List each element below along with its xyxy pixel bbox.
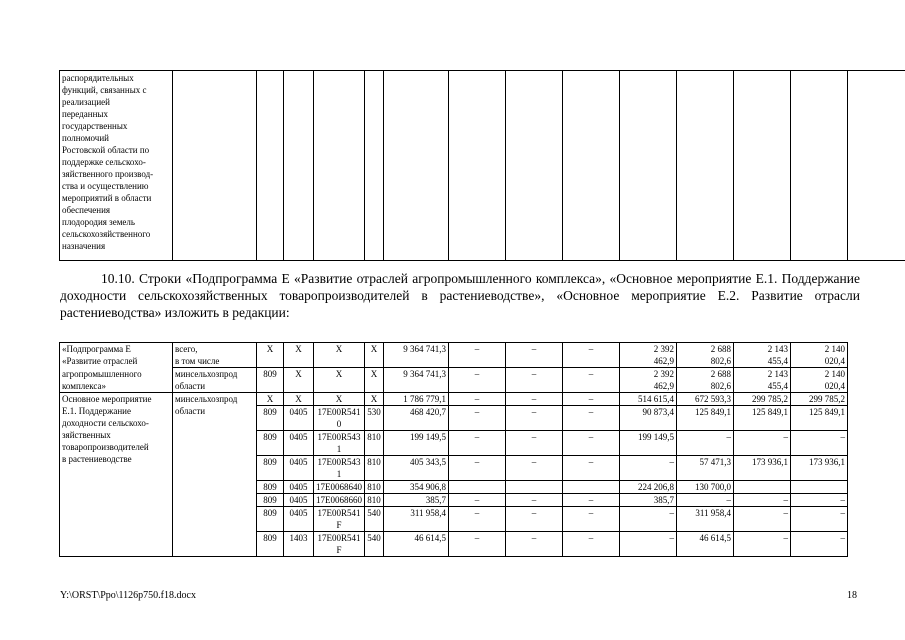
text-line: государственных [62, 121, 128, 131]
cell-line: 455,4 [767, 381, 788, 391]
table-cell [506, 481, 563, 494]
text-line: сельскохозяйственного [62, 229, 151, 239]
text-line: мероприятий в области [62, 193, 152, 203]
empty-cell [284, 71, 314, 261]
cell-line: 17Е00R541 [317, 508, 361, 518]
table-cell [620, 343, 677, 368]
table-cell: – [563, 343, 620, 368]
table-cell: Х [257, 343, 284, 368]
table-cell: 125 849,1 [734, 406, 791, 431]
cell-line: 2 143 [767, 369, 788, 379]
table-cell: 810 [365, 456, 384, 481]
table-cell: 810 [365, 481, 384, 494]
table-cell: – [449, 456, 506, 481]
table-cell: – [677, 431, 734, 456]
table-cell: Х [284, 368, 314, 393]
table-cell: 540 [365, 507, 384, 532]
table-cell: 1403 [284, 532, 314, 557]
table-cell: 0405 [284, 481, 314, 494]
table-cell: 809 [257, 431, 284, 456]
table-cell [449, 481, 506, 494]
table-cell: 0405 [284, 431, 314, 456]
table-cell: 224 206,8 [620, 481, 677, 494]
empty-cell [563, 71, 620, 261]
table-cell: 809 [257, 494, 284, 507]
text-line: полномочий [62, 133, 109, 143]
cell-line: 2 140 [824, 369, 845, 379]
cell-line: F [336, 545, 342, 555]
empty-cell [677, 71, 734, 261]
table-cell: 354 906,8 [384, 481, 449, 494]
table-cell: – [449, 393, 506, 406]
cell-line: 802,6 [710, 381, 731, 391]
text-line: Основное мероприятие [62, 394, 152, 404]
text-line: переданных [62, 109, 108, 119]
table-cell [734, 343, 791, 368]
table-cell: 173 936,1 [734, 456, 791, 481]
table-cell [314, 406, 365, 431]
empty-cell [365, 71, 384, 261]
table-cell: 810 [365, 494, 384, 507]
table-cell: – [563, 431, 620, 456]
table-cell: – [563, 406, 620, 431]
table-cell: 1 786 779,1 [384, 393, 449, 406]
table-cell: 0405 [284, 456, 314, 481]
continuation-row [60, 71, 905, 261]
cell-line: 17Е00R541 [317, 407, 361, 417]
text-line: зяйственных [62, 430, 111, 440]
table-cell: Х [314, 393, 365, 406]
subprogram-name-cell [60, 343, 173, 368]
table-cell: 514 615,4 [620, 393, 677, 406]
subprogram-name-cell-cont [60, 368, 173, 393]
text-line: всего, [175, 344, 198, 354]
empty-cell [314, 71, 365, 261]
table-cell [620, 368, 677, 393]
table-cell [791, 368, 848, 393]
table-row [60, 343, 905, 368]
table-cell: Х [365, 393, 384, 406]
table-cell: 130 700,0 [677, 481, 734, 494]
table-cell: – [791, 532, 848, 557]
cell-line: 2 140 [824, 344, 845, 354]
text-line: доходности сельскохо- [62, 418, 149, 428]
empty-cell [506, 71, 563, 261]
empty-cell [384, 71, 449, 261]
table-cell: 809 [257, 456, 284, 481]
executor-cell [173, 368, 257, 393]
table-cell: – [506, 431, 563, 456]
table-cell: Х [257, 393, 284, 406]
table-cell: – [620, 532, 677, 557]
table-cell: 672 593,3 [677, 393, 734, 406]
text-line: реализацией [62, 97, 110, 107]
text-line: «Развитие отраслей [62, 356, 138, 366]
table-cell: – [563, 507, 620, 532]
table-cell: 199 149,5 [620, 431, 677, 456]
text-line: зяйственного производ- [62, 169, 154, 179]
table-cell [314, 532, 365, 557]
program-table [59, 342, 905, 557]
table-cell: 809 [257, 406, 284, 431]
text-line: Е.1. Поддержание [62, 406, 131, 416]
table-cell [563, 481, 620, 494]
table-cell [677, 343, 734, 368]
table-cell: 385,7 [620, 494, 677, 507]
cell-line: 17Е00R543 [317, 432, 361, 442]
text-line: ства и осуществлению [62, 181, 149, 191]
table-cell: 810 [365, 431, 384, 456]
empty-cell [848, 71, 905, 261]
text-line: «Подпрограмма Е [62, 344, 131, 354]
table-cell: Х [314, 343, 365, 368]
measure-name-cell [60, 393, 173, 557]
table-cell: – [449, 494, 506, 507]
table-cell: 809 [257, 532, 284, 557]
table-cell: – [506, 406, 563, 431]
table-cell: 46 614,5 [384, 532, 449, 557]
table-cell: – [620, 456, 677, 481]
table-cell [734, 368, 791, 393]
text-line: области [175, 406, 206, 416]
table-cell: Х [365, 368, 384, 393]
table-cell: – [791, 507, 848, 532]
table-cell: – [734, 507, 791, 532]
executor-total-cell [173, 343, 257, 368]
table-cell: 199 149,5 [384, 431, 449, 456]
table-cell: 46 614,5 [677, 532, 734, 557]
table-cell: 173 936,1 [791, 456, 848, 481]
table-cell: – [449, 343, 506, 368]
table-cell: 405 343,5 [384, 456, 449, 481]
table-cell [734, 481, 791, 494]
table-cell: 530 [365, 406, 384, 431]
table-cell: Х [314, 368, 365, 393]
table-cell: – [506, 368, 563, 393]
cell-line: 1 [336, 469, 342, 479]
cell-line: 17Е00R541 [317, 533, 361, 543]
table-cell: 299 785,2 [734, 393, 791, 406]
text-line: распорядительных [62, 73, 134, 83]
table-cell [677, 368, 734, 393]
table-cell: – [449, 507, 506, 532]
executor-cell [173, 393, 257, 557]
table-cell: – [791, 494, 848, 507]
cell-line: 2 143 [767, 344, 788, 354]
page-number: 18 [847, 590, 857, 601]
table-cell: – [449, 532, 506, 557]
text-line: плодородия земель [62, 217, 135, 227]
table-cell: 57 471,3 [677, 456, 734, 481]
table-cell [314, 431, 365, 456]
table-cell [314, 456, 365, 481]
empty-cell [734, 71, 791, 261]
text-line: комплекса» [62, 380, 106, 391]
cell-line: 462,9 [653, 356, 674, 366]
table-cell: 9 364 741,3 [384, 368, 449, 393]
table-cell: 809 [257, 507, 284, 532]
cell-line: 17Е00R543 [317, 457, 361, 467]
text-line: области [175, 381, 206, 391]
table-cell: – [563, 494, 620, 507]
cell-line: 2 392 [653, 369, 674, 379]
cell-line: F [336, 520, 342, 530]
table-cell: Х [284, 393, 314, 406]
table-cell: 311 958,4 [677, 507, 734, 532]
table-cell: – [449, 368, 506, 393]
continuation-table [59, 70, 905, 261]
cell-line: 455,4 [767, 356, 788, 366]
cell-line: 0 [336, 419, 342, 429]
text-line: агропромышленного [62, 368, 142, 379]
text-line: Ростовской области по [62, 145, 150, 155]
table-cell: Х [365, 343, 384, 368]
text-line: поддержке сельскохо- [62, 157, 146, 167]
table-cell: – [506, 343, 563, 368]
table-cell: 385,7 [384, 494, 449, 507]
table-row [60, 393, 905, 406]
table-cell [791, 343, 848, 368]
table-cell: – [563, 532, 620, 557]
cell-line: 020,4 [824, 381, 845, 391]
table-cell: – [620, 507, 677, 532]
text-line: минсельхозпрод [175, 369, 238, 379]
empty-cell [449, 71, 506, 261]
table-cell: 809 [257, 368, 284, 393]
table-row [60, 368, 905, 393]
table-cell: 0405 [284, 406, 314, 431]
table-cell: – [677, 494, 734, 507]
text-line: в растениеводстве [62, 454, 132, 464]
table-cell: – [506, 456, 563, 481]
table-cell: – [506, 507, 563, 532]
table-cell: – [563, 368, 620, 393]
table-cell: – [734, 494, 791, 507]
cell-line: 1 [336, 444, 342, 454]
table-cell: – [449, 406, 506, 431]
text-line: товаропроизводителей [62, 442, 149, 452]
cell-line: 2 688 [710, 344, 731, 354]
empty-cell [173, 71, 257, 261]
table-cell: 90 873,4 [620, 406, 677, 431]
table-cell: – [734, 431, 791, 456]
table-cell: Х [284, 343, 314, 368]
table-cell: 0405 [284, 507, 314, 532]
cell-line: 802,6 [710, 356, 731, 366]
text-line: функций, связанных с [62, 85, 147, 95]
table-cell: – [734, 532, 791, 557]
table-cell: 299 785,2 [791, 393, 848, 406]
table-cell: 540 [365, 532, 384, 557]
table-cell: 125 849,1 [677, 406, 734, 431]
cell-line: 020,4 [824, 356, 845, 366]
text-line: назначения [62, 241, 106, 251]
table-cell: – [506, 494, 563, 507]
table-cell: – [563, 456, 620, 481]
table-cell: – [449, 431, 506, 456]
table-cell: 0405 [284, 494, 314, 507]
table-cell: 17Е0068660 [314, 494, 365, 507]
table-cell [791, 481, 848, 494]
text-line: обеспечения [62, 205, 111, 215]
empty-cell [791, 71, 848, 261]
table-cell: 125 849,1 [791, 406, 848, 431]
table-cell: 809 [257, 481, 284, 494]
text-line: минсельхозпрод [175, 394, 238, 404]
table-cell [314, 507, 365, 532]
table-cell: 311 958,4 [384, 507, 449, 532]
empty-cell [620, 71, 677, 261]
measure-name-cell [60, 71, 173, 261]
empty-cell [257, 71, 284, 261]
cell-line: 2 392 [653, 344, 674, 354]
file-path: Y:\ORST\Ppo\1126p750.f18.docx [60, 590, 196, 601]
table-cell: 17Е0068640 [314, 481, 365, 494]
table-cell: – [563, 393, 620, 406]
amendment-paragraph: 10.10. Строки «Подпрограмма Е «Развитие отраслей агропромышленного комплекса», «Основное мероприятие Е.1. Поддержание доходности сельскохозяйственных товаропроизводителей в растениеводстве», «Основное мероприятие Е.2. Развитие отрасли растениеводства» изложить в редакции: [60, 271, 860, 320]
cell-line: 2 688 [710, 369, 731, 379]
table-cell: – [506, 393, 563, 406]
table-cell: 9 364 741,3 [384, 343, 449, 368]
table-cell: – [506, 532, 563, 557]
text-line: в том числе [175, 356, 220, 366]
table-cell: 468 420,7 [384, 406, 449, 431]
table-cell: – [791, 431, 848, 456]
cell-line: 462,9 [653, 381, 674, 391]
